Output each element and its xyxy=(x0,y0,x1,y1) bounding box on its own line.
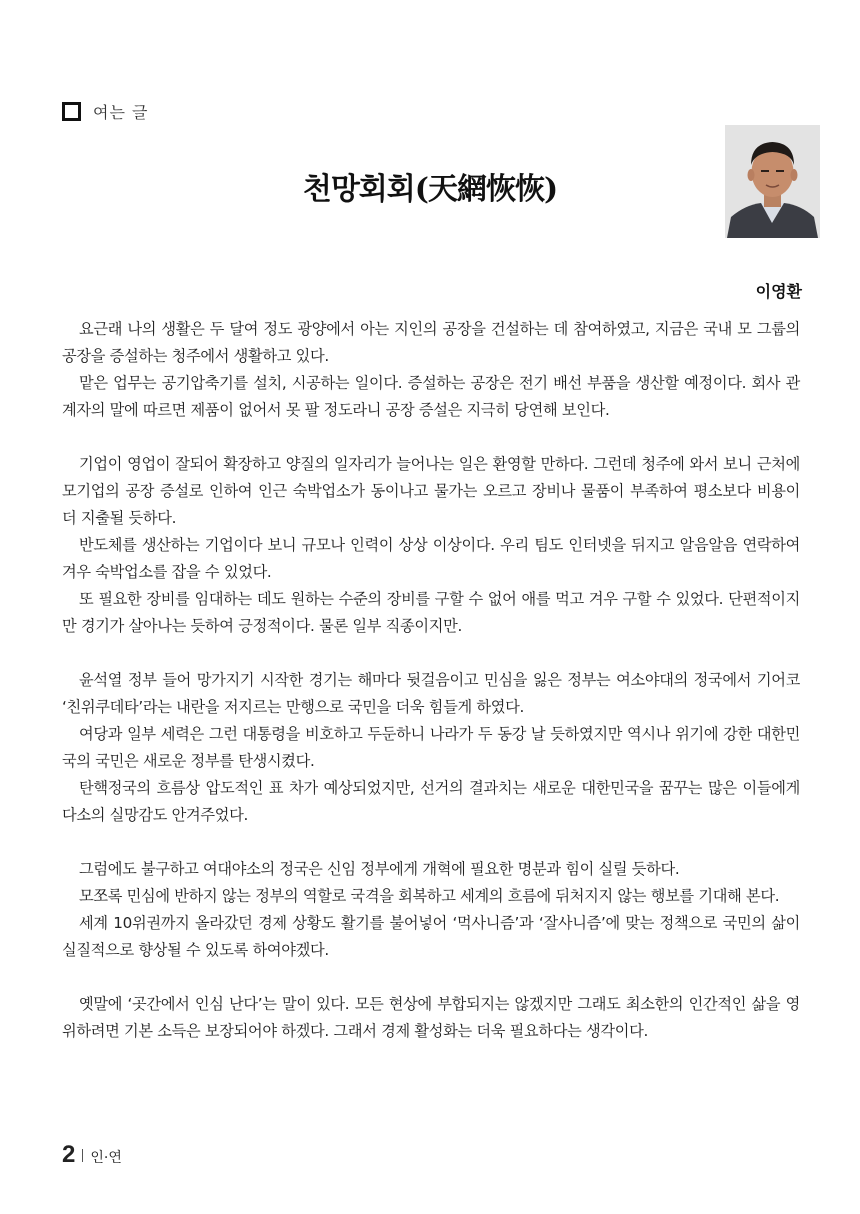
paragraph-12: 옛말에 ‘곳간에서 인심 난다’는 말이 있다. 모든 현상에 부합되지는 않겠지만 그래도 최소한의 인간적인 삶을 영위하려면 기본 소득은 보장되어야 하겠다. 그래서 경제 활성화는 더욱 필요하다는 생각이다. xyxy=(62,995,800,1040)
paragraph-8: 탄핵정국의 흐름상 압도적인 표 차가 예상되었지만, 선거의 결과치는 새로운 대한민국을 꿈꾸는 많은 이들에게 다소의 실망감도 안겨주었다. xyxy=(62,779,800,824)
paragraph-1: 요근래 나의 생활은 두 달여 정도 광양에서 아는 지인의 공장을 건설하는 데 참여하였고, 지금은 국내 모 그룹의 공장을 증설하는 청주에서 생활하고 있다. xyxy=(62,320,800,365)
paragraph-5: 또 필요한 장비를 임대하는 데도 원하는 수준의 장비를 구할 수 없어 애를 먹고 겨우 구할 수 있었다. 단편적이지만 경기가 살아나는 듯하여 긍정적이다. 물론 일부 직종이지만. xyxy=(62,590,800,635)
footer-divider xyxy=(82,1149,83,1162)
article-body xyxy=(62,316,800,1045)
author-name: 이영환 xyxy=(755,282,802,301)
paragraph-gap xyxy=(62,640,800,667)
paragraph-3: 기업이 영업이 잘되어 확장하고 양질의 일자리가 늘어나는 일은 환영할 만하다. 그런데 청주에 와서 보니 근처에 모기업의 공장 증설로 인하여 인근 숙박업소가 동이나고 물가는 오르고 장비나 물품이 부족하여 평소보다 비용이 더 지출될 듯하다. xyxy=(62,455,800,527)
page-footer xyxy=(62,1141,122,1169)
paragraph-2: 맡은 업무는 공기압축기를 설치, 시공하는 일이다. 증설하는 공장은 전기 배선 부품을 생산할 예정이다. 회사 관계자의 말에 따르면 제품이 없어서 못 팔 정도라니 공장 증설은 지극히 당연해 보인다. xyxy=(62,374,800,419)
paragraph-11: 세계 10위권까지 올라갔던 경제 상황도 활기를 불어넣어 ‘먹사니즘’과 ‘잘사니즘’에 맞는 정책으로 국민의 삶이 실질적으로 향상될 수 있도록 하여야겠다. xyxy=(62,914,800,959)
paragraph-gap xyxy=(62,964,800,991)
paragraph-9: 그럼에도 불구하고 여대야소의 정국은 신임 정부에게 개혁에 필요한 명분과 힘이 실릴 듯하다. xyxy=(79,860,680,878)
paragraph-10: 모쪼록 민심에 반하지 않는 정부의 역할로 국격을 회복하고 세계의 흐름에 뒤처지지 않는 행보를 기대해 본다. xyxy=(79,887,780,905)
article-title: 천망회회(天網恢恢) xyxy=(302,172,558,207)
publication-name: 인·연 xyxy=(90,1150,122,1166)
author-photo xyxy=(725,125,820,238)
section-label: 여는 글 xyxy=(93,103,149,122)
paragraph-gap xyxy=(62,424,800,451)
page-number: 2 xyxy=(62,1141,76,1168)
author-portrait-image xyxy=(725,125,820,238)
paragraph-7: 여당과 일부 세력은 그런 대통령을 비호하고 두둔하니 나라가 두 동강 날 듯하였지만 역시나 위기에 강한 대한민국의 국민은 새로운 정부를 탄생시켰다. xyxy=(62,725,800,770)
paragraph-4: 반도체를 생산하는 기업이다 보니 규모나 인력이 상상 이상이다. 우리 팀도 인터넷을 뒤지고 알음알음 연락하여 겨우 숙박업소를 잡을 수 있었다. xyxy=(62,536,800,581)
square-bullet-icon xyxy=(62,102,81,121)
paragraph-6: 윤석열 정부 들어 망가지기 시작한 경기는 해마다 뒷걸음이고 민심을 잃은 정부는 여소야대의 정국에서 기어코 ‘친위쿠데타’라는 내란을 저지르는 만행으로 국민을 더욱 힘들게 하였다. xyxy=(62,671,800,716)
section-header xyxy=(62,100,148,123)
paragraph-gap xyxy=(62,829,800,856)
